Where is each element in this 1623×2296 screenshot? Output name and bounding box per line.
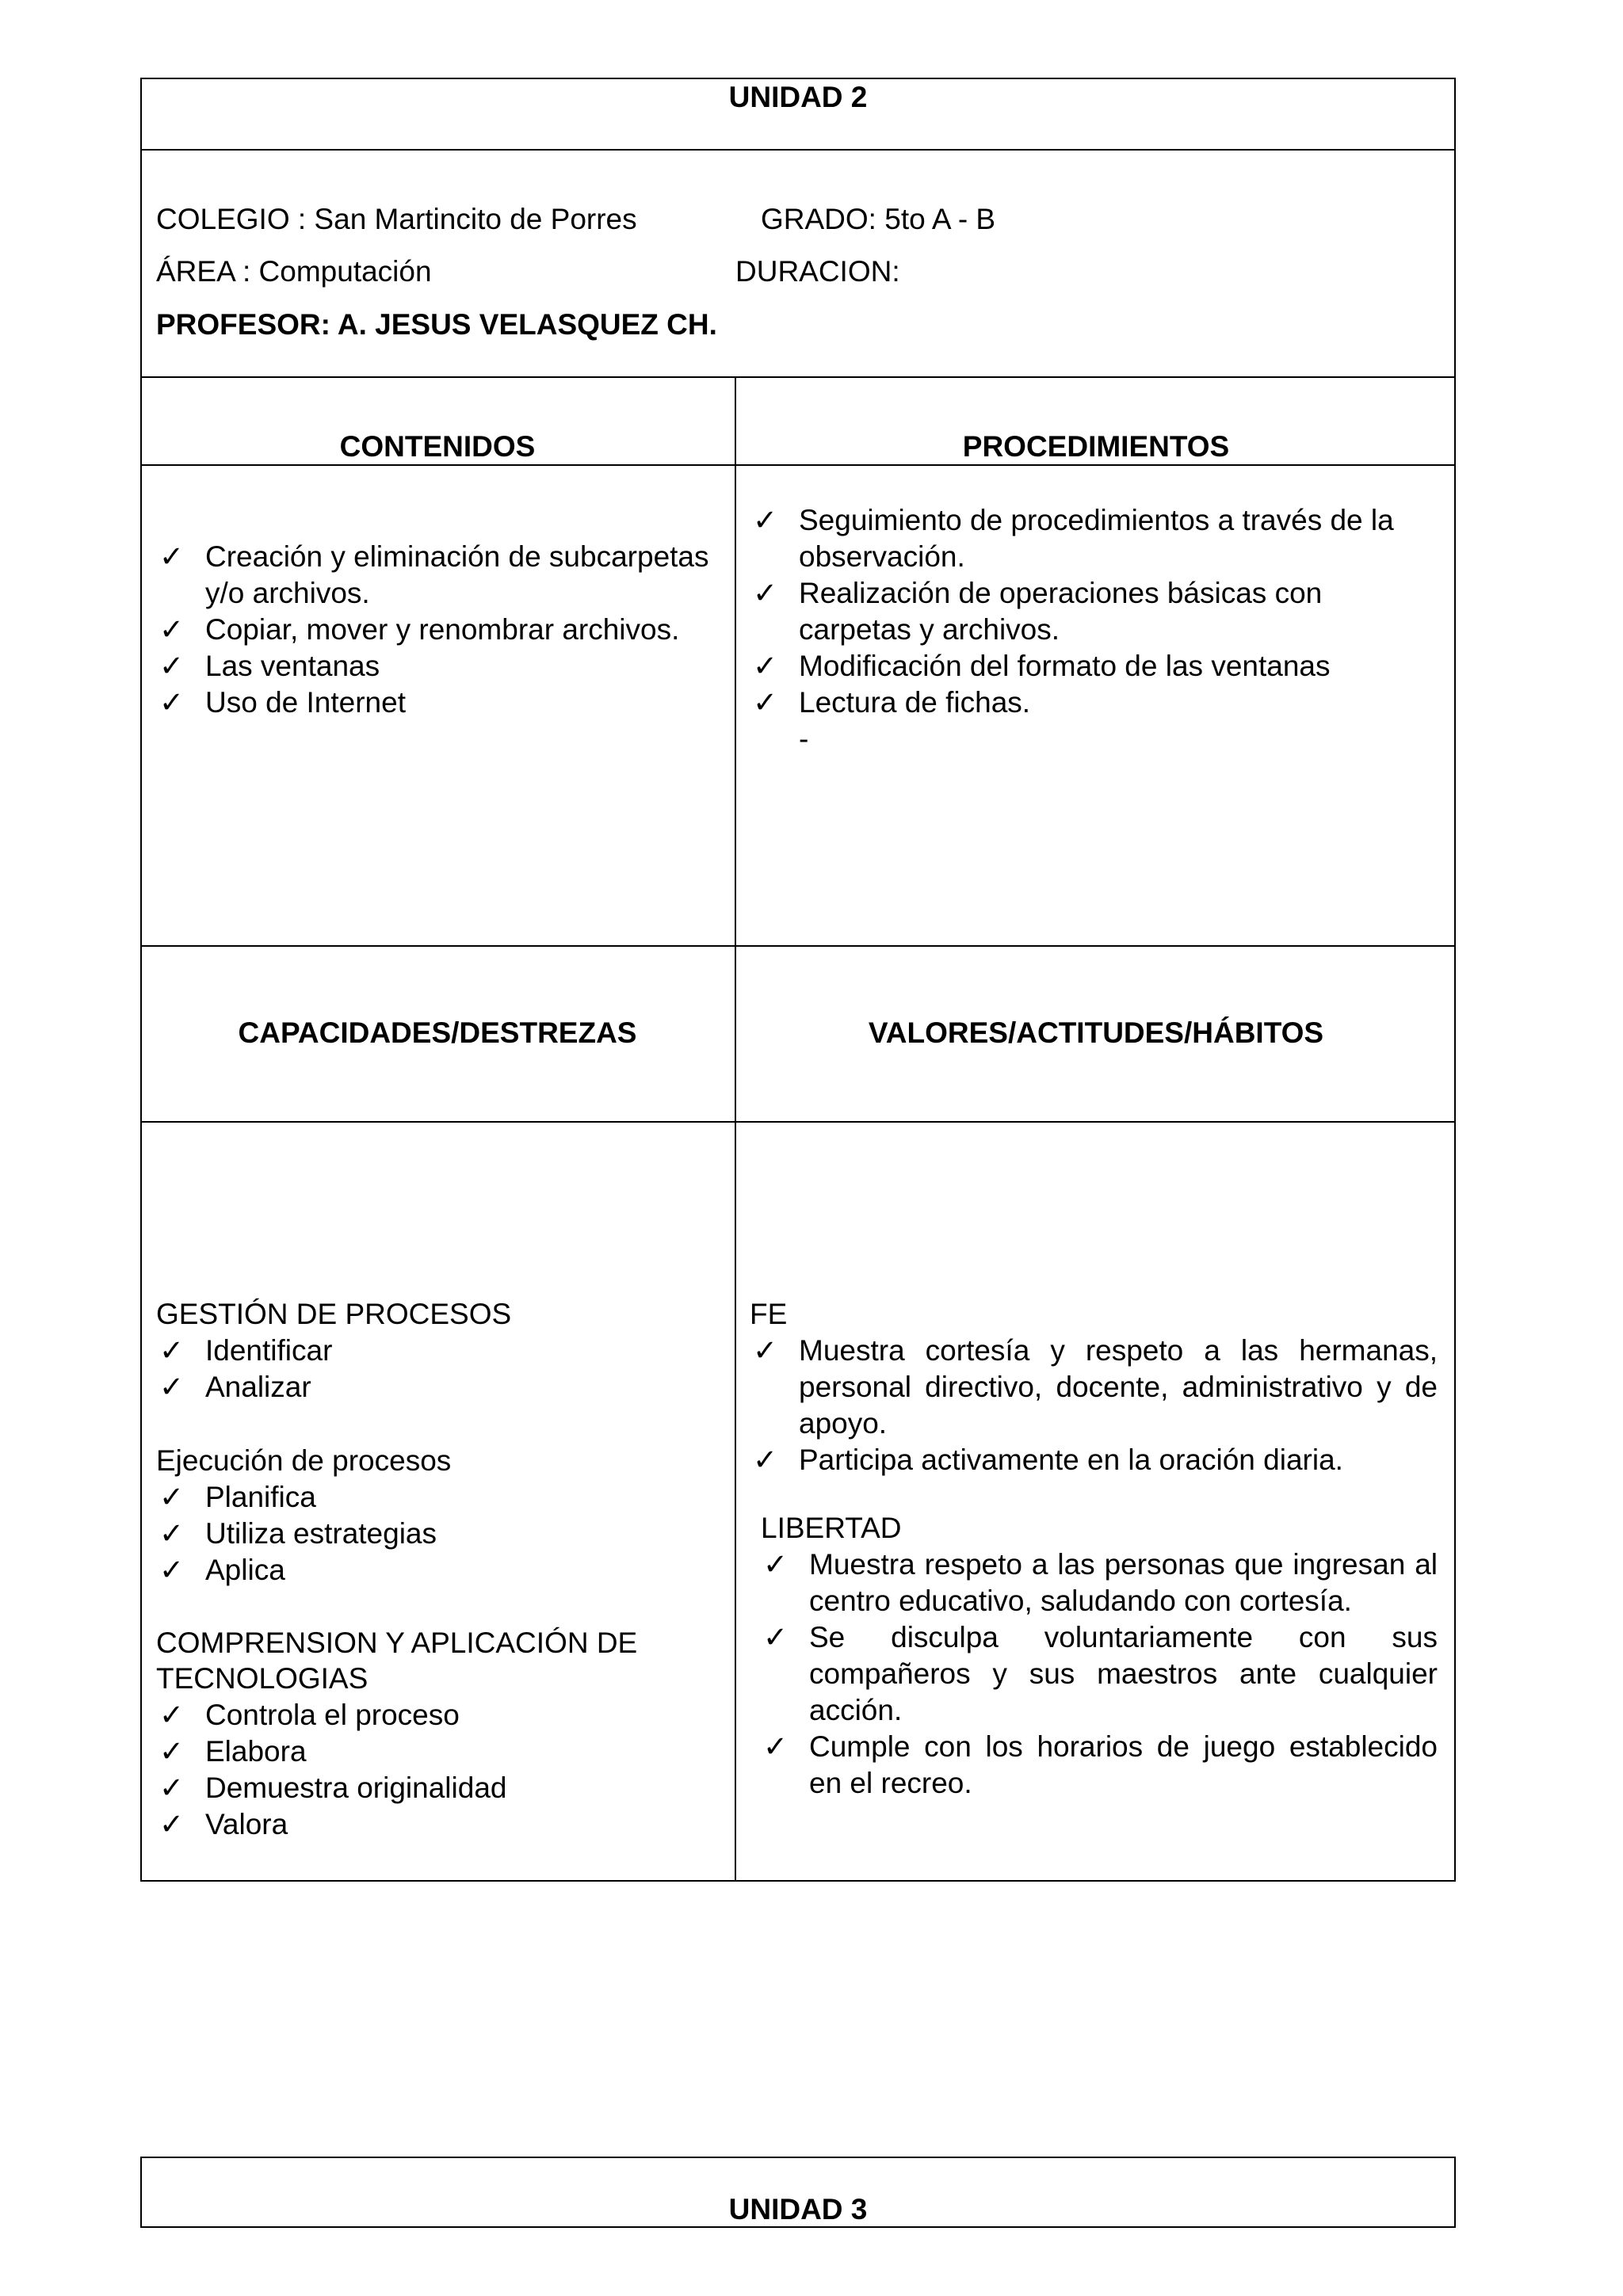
gestion-procesos-list [156,1333,719,1405]
list-item: ✓ Participa activamente en la oración diaria. [750,1442,1438,1478]
list-item: ✓ Utiliza estrategias [156,1516,719,1552]
check-icon: ✓ [159,1772,185,1804]
grado-label: GRADO: 5to A - B [761,203,996,235]
check-icon: ✓ [763,1621,789,1653]
list-item: ✓ Valora [156,1806,719,1843]
contenidos-list [156,539,719,721]
divider [140,945,1456,947]
check-icon: ✓ [753,686,778,719]
gestion-procesos-title: GESTIÓN DE PROCESOS [156,1298,512,1330]
list-item: ✓ Copiar, mover y renombrar archivos. [156,612,719,648]
check-icon: ✓ [159,540,185,573]
list-item: ✓ Controla el proceso [156,1697,719,1733]
list-item: ✓ Se disculpa voluntariamente con sus compañeros y sus maestros ante cualquier acción. [763,1621,1438,1726]
fe-list [750,1333,1438,1478]
procedimientos-list [750,502,1420,757]
check-icon: ✓ [159,1735,185,1768]
check-icon: ✓ [753,1444,778,1476]
unit3-title: UNIDAD 3 [728,2193,868,2225]
contenidos-header: CONTENIDOS [339,430,536,463]
colegio-label: COLEGIO : San Martincito de Porres [156,203,637,235]
list-item: - [799,723,809,755]
list-item: ✓ Muestra respeto a las personas que ingresan al centro educativo, saludando con cortesía. [763,1548,1438,1617]
fe-title: FE [750,1298,788,1330]
check-icon: ✓ [159,686,185,719]
comprension-title-line1: COMPRENSION Y APLICACIÓN DE [156,1627,638,1659]
divider [140,1121,1456,1123]
list-item: ✓ Analizar [156,1369,719,1405]
duracion-label: DURACION: [735,255,900,288]
check-icon: ✓ [763,1548,789,1581]
capacidades-header: CAPACIDADES/DESTREZAS [238,1016,637,1049]
check-icon: ✓ [159,1808,185,1840]
check-icon: ✓ [159,613,185,646]
ejecucion-procesos-title: Ejecución de procesos [156,1444,452,1477]
libertad-list [760,1547,1438,1802]
list-item: ✓ Realización de operaciones básicas con carpetas y archivos. [753,577,1323,646]
list-item: ✓ Demuestra originalidad [156,1770,719,1806]
check-icon: ✓ [159,1481,185,1513]
list-item: ✓ Planifica [156,1479,719,1516]
divider [140,149,1456,151]
ejecucion-procesos-list [156,1479,719,1589]
libertad-title: LIBERTAD [761,1512,902,1544]
list-item: ✓ Cumple con los horarios de juego establecido en el recreo. [763,1730,1438,1799]
check-icon: ✓ [753,504,778,536]
list-item: ✓ Muestra cortesía y respeto a las hermanas, personal directivo, docente, administrativo y de apoyo. [753,1334,1438,1440]
comprension-list [156,1697,719,1843]
list-item: ✓ Modificación del formato de las ventanas [750,648,1420,685]
procedimientos-header: PROCEDIMIENTOS [962,430,1230,463]
list-item: ✓ Las ventanas [156,648,719,685]
check-icon: ✓ [159,1517,185,1550]
check-icon: ✓ [159,1554,185,1586]
check-icon: ✓ [753,577,778,609]
check-icon: ✓ [753,650,778,682]
divider [140,376,1456,378]
list-item: ✓ Elabora [156,1733,719,1770]
list-item: ✓ Uso de Internet [156,685,719,721]
list-item: ✓ Identificar [156,1333,719,1369]
list-item: ✓ Seguimiento de procedimientos a través de la observación. [753,504,1394,573]
check-icon: ✓ [753,1334,778,1367]
unit2-title: UNIDAD 2 [728,81,868,113]
check-icon: ✓ [159,650,185,682]
check-icon: ✓ [159,1334,185,1367]
profesor-label: PROFESOR: A. JESUS VELASQUEZ CH. [156,308,717,341]
list-item: ✓ Lectura de fichas. [750,685,1420,721]
area-label: ÁREA : Computación [156,255,432,288]
list-item: ✓ Aplica [156,1552,719,1589]
check-icon: ✓ [763,1730,789,1763]
comprension-title-line2: TECNOLOGIAS [156,1662,369,1695]
list-item: ✓ Creación y eliminación de subcarpetas y/o archivos. [159,540,709,609]
check-icon: ✓ [159,1699,185,1731]
valores-header: VALORES/ACTITUDES/HÁBITOS [868,1016,1324,1049]
column-divider [735,376,736,1881]
check-icon: ✓ [159,1371,185,1403]
